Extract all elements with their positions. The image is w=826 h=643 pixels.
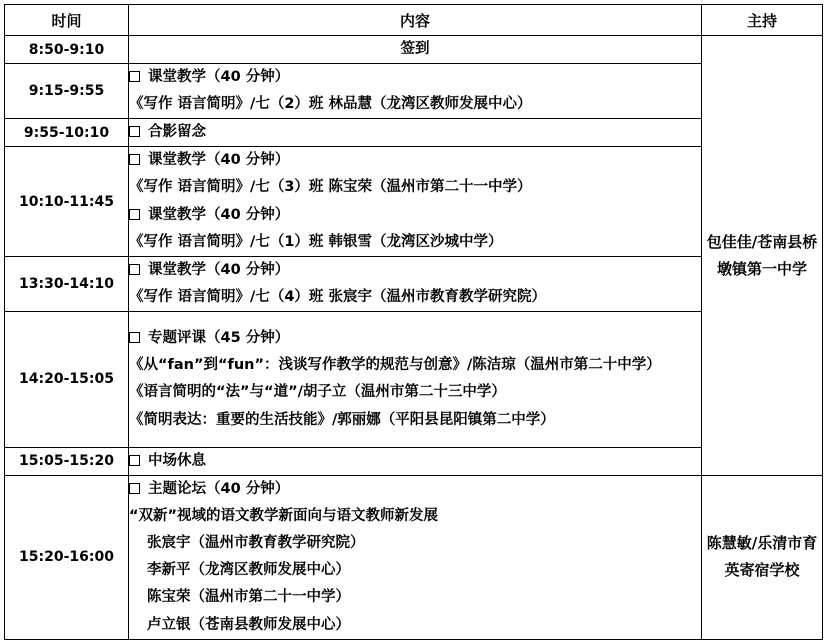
time-cell: 14:20-15:05 bbox=[5, 311, 129, 447]
session-title: 课堂教学（40 分钟） bbox=[148, 261, 290, 278]
checkbox-icon bbox=[129, 483, 140, 494]
session-title: 课堂教学（40 分钟） bbox=[148, 206, 290, 223]
content-line bbox=[129, 202, 701, 229]
content-line: 张宸宇（温州市教育教学研究院） bbox=[147, 535, 365, 552]
table-row bbox=[5, 36, 823, 64]
table-row bbox=[5, 447, 823, 475]
table-row bbox=[5, 256, 823, 311]
content-line: 陈宝荣（温州市第二十一中学） bbox=[147, 589, 350, 606]
session-title: 中场休息 bbox=[148, 452, 206, 469]
time-cell: 15:05-15:20 bbox=[5, 447, 129, 475]
host-cell: 包佳佳/苍南县桥墩镇第一中学 bbox=[702, 36, 823, 476]
time-cell: 8:50-9:10 bbox=[5, 36, 129, 64]
header-host: 主持 bbox=[702, 5, 823, 36]
content-line: 《写作 语言简明》/七（4）班 张宸宇（温州市教育教学研究院） bbox=[129, 288, 546, 305]
table-row bbox=[5, 476, 823, 640]
table-row bbox=[5, 64, 823, 119]
content-line bbox=[129, 448, 701, 475]
session-title: 课堂教学（40 分钟） bbox=[148, 69, 290, 86]
content-cell bbox=[129, 476, 702, 640]
content-line bbox=[129, 476, 701, 503]
table-row bbox=[5, 311, 823, 447]
time-cell: 9:55-10:10 bbox=[5, 119, 129, 147]
content-line: 李新平（龙湾区教师发展中心） bbox=[147, 562, 350, 579]
session-title: 课堂教学（40 分钟） bbox=[148, 152, 290, 169]
checkbox-icon bbox=[129, 264, 140, 275]
content-line bbox=[129, 325, 701, 352]
schedule-table bbox=[4, 4, 823, 640]
checkbox-icon bbox=[129, 455, 140, 466]
content-cell bbox=[129, 256, 702, 311]
time-cell: 13:30-14:10 bbox=[5, 256, 129, 311]
content-line bbox=[129, 64, 701, 91]
content-line: 签到 bbox=[400, 41, 430, 57]
content-cell bbox=[129, 147, 702, 256]
content-line: “双新”视域的语文教学新面向与语文教师新发展 bbox=[129, 508, 439, 525]
content-line: 《语言简明的“法”与“道”/胡子立（温州市第二十三中学） bbox=[129, 384, 506, 401]
time-cell: 10:10-11:45 bbox=[5, 147, 129, 256]
host-cell: 陈慧敏/乐清市育英寄宿学校 bbox=[702, 476, 823, 640]
content-cell bbox=[129, 447, 702, 475]
session-title: 主题论坛（40 分钟） bbox=[148, 481, 290, 498]
content-cell bbox=[129, 311, 702, 447]
checkbox-icon bbox=[129, 126, 140, 137]
header-content: 内容 bbox=[129, 5, 702, 36]
checkbox-icon bbox=[129, 71, 140, 82]
content-line: 《写作 语言简明》/七（3）班 陈宝荣（温州市第二十一中学） bbox=[129, 179, 532, 196]
table-row bbox=[5, 119, 823, 147]
content-cell bbox=[129, 119, 702, 147]
content-line bbox=[129, 119, 701, 146]
content-line: 《写作 语言简明》/七（1）班 韩银雪（龙湾区沙城中学） bbox=[129, 233, 503, 250]
header-row bbox=[5, 5, 823, 36]
time-cell: 15:20-16:00 bbox=[5, 476, 129, 640]
checkbox-icon bbox=[129, 154, 140, 165]
content-cell bbox=[129, 36, 702, 64]
time-cell: 9:15-9:55 bbox=[5, 64, 129, 119]
content-line: 《从“fan”到“fun”：浅谈写作教学的规范与创意》/陈洁琼（温州市第二十中学） bbox=[129, 357, 661, 374]
session-title: 合影留念 bbox=[148, 124, 206, 141]
table-row bbox=[5, 147, 823, 256]
content-line: 《简明表达：重要的生活技能》/郭丽娜（平阳县昆阳镇第二中学） bbox=[129, 411, 555, 428]
session-title: 专题评课（45 分钟） bbox=[148, 330, 290, 347]
content-cell bbox=[129, 64, 702, 119]
checkbox-icon bbox=[129, 332, 140, 343]
content-line bbox=[129, 257, 701, 284]
header-time: 时间 bbox=[5, 5, 129, 36]
content-line: 卢立银（苍南县教师发展中心） bbox=[147, 616, 350, 633]
content-line: 《写作 语言简明》/七（2）班 林品慧（龙湾区教师发展中心） bbox=[129, 96, 532, 113]
content-line bbox=[129, 147, 701, 174]
checkbox-icon bbox=[129, 209, 140, 220]
